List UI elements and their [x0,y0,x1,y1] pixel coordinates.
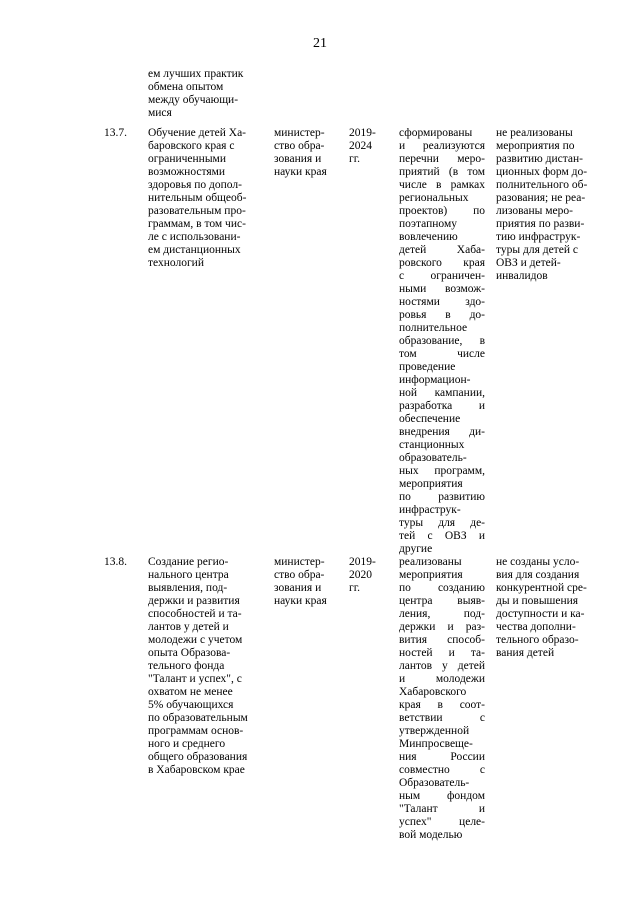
text-line: разования; не реа- [496,192,586,204]
text-line: обеспечение [399,413,461,425]
text-line: Образователь- [399,777,470,789]
text-line: и реализуются [399,140,485,152]
text-line: не созданы усло- [496,556,580,568]
text-line: перечни меро- [399,153,485,165]
text-line: детей Хаба- [399,244,485,256]
text-line: туры для детей с [496,244,578,256]
text-line: ления, под- [399,608,485,620]
text-line: программам основ- [148,725,244,737]
text-line: поэтапному [399,218,457,230]
text-line: совместно с [399,764,485,776]
text-line: министер- [274,556,325,568]
text-line: 2024 [349,140,372,152]
text-line: приятий (в том [399,166,485,178]
text-line: "Талант и успех", с [148,673,242,685]
text-line: ровья в до- [399,309,485,321]
text-line: ных программ, [399,465,485,477]
text-line: нального центра [148,569,229,581]
text-line: утвержденной [399,725,470,737]
text-line: вой моделью [399,829,463,841]
text-line: способностей и та- [148,608,242,620]
text-line: гг. [349,582,361,594]
text-line: центра выяв- [399,595,485,607]
text-line: держки и раз- [399,621,485,633]
text-line: ОВЗ и детей- [496,257,561,269]
text-line: Минпросвеще- [399,738,473,750]
text-line: числе в рамках [399,179,485,191]
text-line: образование, в [399,335,485,347]
text-line: лантов у детей и [148,621,229,633]
text-line: лантов у детей [399,660,485,672]
text-line: чества дополни- [496,621,576,633]
text-line: внедрения ди- [399,426,485,438]
text-line: 2019- [349,556,376,568]
row-13-7-period [349,127,389,166]
row-13-7-name [148,127,264,270]
text-line: края в соот- [399,699,485,711]
text-line: общего образования [148,751,248,763]
text-line: ды и повышения [496,595,579,607]
text-line: инфраструк- [399,504,461,516]
text-line: граммам, в том чис- [148,218,246,230]
text-line: ем дистанционных [148,244,241,256]
row-13-8-executor [274,556,338,608]
text-line: здоровья по допол- [148,179,242,191]
text-line: ограниченными [148,153,226,165]
text-line: 2020 [349,569,372,581]
text-line: туры для де- [399,517,485,529]
row-number-13-8: 13.8. [104,556,127,568]
text-line: тей с ОВЗ и [399,530,485,542]
text-line: ветствии с [399,712,485,724]
text-line: гг. [349,153,361,165]
text-line: и молодежи [399,673,485,685]
text-line: науки края [274,166,327,178]
text-line: реализованы [399,556,462,568]
text-line: министер- [274,127,325,139]
text-line: вития способ- [399,634,485,646]
text-line: вания детей [496,647,555,659]
text-line: вовлечению [399,231,458,243]
text-line: полнительное [399,322,468,334]
row-number-13-7: 13.7. [104,127,127,139]
text-line: образователь- [399,452,467,464]
text-line: другие [399,543,433,555]
continuation-text [148,68,264,120]
text-line: между обучающи- [148,94,239,106]
text-line: ровского края [399,257,485,269]
text-line: Создание регио- [148,556,229,568]
text-line: ными возмож- [399,283,485,295]
text-line: станционных [399,439,465,451]
row-13-8-period [349,556,389,595]
text-line: полнительного об- [496,179,588,191]
row-13-8-risk [496,556,616,660]
text-line: лизованы меро- [496,205,573,217]
text-line: мероприятия [399,478,463,490]
row-13-7-result [399,127,485,556]
text-line: по развитию [399,491,485,503]
text-line: мероприятия по [496,140,575,152]
text-line: молодежи с учетом [148,634,243,646]
text-line: с ограничен- [399,270,485,282]
text-line: ство обра- [274,140,325,152]
text-line: "Талант и [399,803,485,815]
text-line: ным фондом [399,790,485,802]
text-line: вия для создания [496,569,580,581]
text-line: по созданию [399,582,485,594]
text-line: ле с использовани- [148,231,241,243]
text-line: проведение [399,361,456,373]
text-line: в Хабаровском крае [148,764,245,776]
text-line: обмена опытом [148,81,224,93]
text-line: тельного фонда [148,660,225,672]
text-line: ство обра- [274,569,325,581]
text-line: проектов) по [399,205,485,217]
text-line: мися [148,107,172,119]
text-line: тию инфраструк- [496,231,581,243]
text-line: ностей и та- [399,647,485,659]
text-line: приятия по разви- [496,218,585,230]
row-13-8-result [399,556,485,842]
text-line: опыта Образова- [148,647,231,659]
text-line: мероприятия [399,569,463,581]
text-line: региональных [399,192,469,204]
text-line: конкурентной сре- [496,582,587,594]
text-line: не реализованы [496,127,573,139]
text-line: ной кампании, [399,387,485,399]
text-line: держки и развития [148,595,240,607]
text-line: выявления, под- [148,582,228,594]
text-line: баровского края с [148,140,235,152]
text-line: информацион- [399,374,471,386]
text-line: разработка и [399,400,485,412]
text-line: развитию дистан- [496,153,583,165]
text-line: ем лучших практик [148,68,244,80]
text-line: науки края [274,595,327,607]
row-13-8-name [148,556,264,777]
text-line: возможностями [148,166,226,178]
row-13-7-risk [496,127,616,283]
text-line: 2019- [349,127,376,139]
row-13-7-executor [274,127,338,179]
text-line: Хабаровского [399,686,467,698]
text-line: разовательным про- [148,205,246,217]
text-line: ционных форм до- [496,166,588,178]
text-line: зования и [274,582,322,594]
text-line: охватом не менее [148,686,233,698]
text-line: ния России [399,751,485,763]
text-line: доступности и ка- [496,608,585,620]
text-line: ного и среднего [148,738,226,750]
text-line: 5% обучающихся [148,699,234,711]
text-line: инвалидов [496,270,548,282]
text-line: зования и [274,153,322,165]
page-number: 21 [313,36,327,51]
text-line: Обучение детей Ха- [148,127,246,139]
text-line: тельного образо- [496,634,579,646]
text-line: ностями здо- [399,296,485,308]
text-line: сформированы [399,127,473,139]
text-line: успех" целе- [399,816,485,828]
text-line: том числе [399,348,485,360]
text-line: технологий [148,257,204,269]
text-line: по образовательным [148,712,248,724]
text-line: нительным общеоб- [148,192,247,204]
